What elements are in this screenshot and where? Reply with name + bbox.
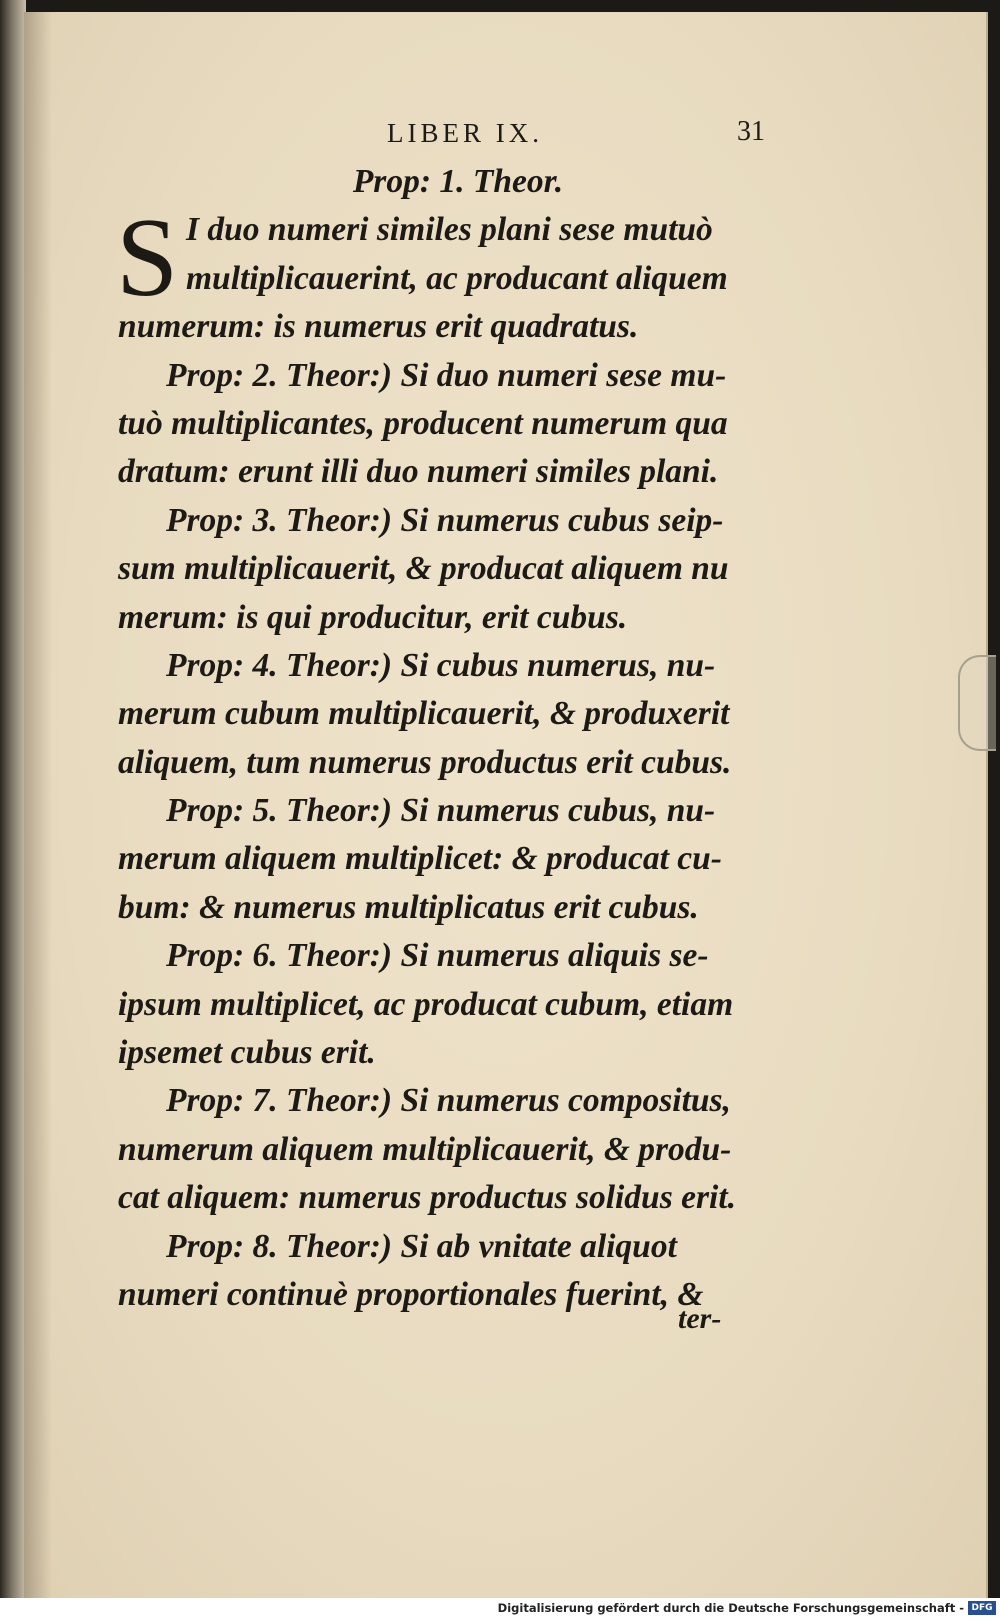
running-head — [135, 118, 795, 158]
footer-bar — [0, 1598, 1000, 1620]
text-line: aliquem, tum numerus productus erit cubus. — [118, 743, 732, 781]
text-line: bum: & numerus multiplicatus erit cubus. — [118, 888, 699, 926]
catchword: ter- — [678, 1302, 722, 1335]
text-line: merum: is qui producitur, erit cubus. — [118, 598, 628, 636]
text-line: dratum: erunt illi duo numeri similes plani. — [118, 453, 719, 491]
digitization-credit: Digitalisierung gefördert durch die Deutsche Forschungsgemeinschaft - — [497, 1601, 964, 1615]
text-line: Prop: 3. Theor:) Si numerus cubus seip- — [166, 501, 724, 539]
text-line: Prop: 7. Theor:) Si numerus compositus, — [166, 1082, 731, 1120]
text-line: Prop: 6. Theor:) Si numerus aliquis se- — [166, 937, 709, 975]
main-text — [118, 158, 798, 1319]
opening-paragraph — [116, 196, 798, 321]
text-line: tuò multiplicantes, producent numerum qua — [118, 404, 728, 442]
folio-number: 31 — [737, 116, 765, 147]
running-head-title: LIBER IX. — [387, 118, 543, 148]
text-line: ipsum multiplicet, ac producat cubum, etiam — [118, 985, 734, 1023]
text-line: I duo numeri similes plani sese mutuò — [186, 211, 713, 249]
text-line: merum cubum multiplicauerit, & produxerit — [118, 695, 730, 733]
text-line: numerum: is numerus erit quadratus. — [118, 308, 639, 346]
page-clip — [958, 655, 996, 751]
text-line: Prop: 5. Theor:) Si numerus cubus, nu- — [166, 792, 716, 830]
text-line: merum aliquem multiplicet: & producat cu- — [118, 840, 722, 878]
dfg-logo: DFG — [968, 1601, 996, 1615]
text-line: sum multiplicauerit, & producat aliquem nu — [118, 550, 729, 588]
text-line: Prop: 8. Theor:) Si ab vnitate aliquot — [166, 1227, 677, 1265]
text-line: Prop: 2. Theor:) Si duo numeri sese mu- — [166, 356, 727, 394]
book-binding-edge — [0, 0, 26, 1600]
text-line: Prop: 4. Theor:) Si cubus numerus, nu- — [166, 646, 716, 684]
text-line: cat aliquem: numerus productus solidus erit. — [118, 1179, 736, 1217]
text-line: ipsemet cubus erit. — [118, 1034, 376, 1072]
text-line: numerum aliquem multiplicauerit, & produ- — [118, 1130, 732, 1168]
text-line: numeri continuè proportionales fuerint, & — [118, 1275, 704, 1313]
prop-1-heading: Prop: 1. Theor. — [352, 163, 564, 200]
drop-cap-initial: S — [116, 196, 179, 321]
gutter-shadow — [24, 12, 52, 1598]
text-line: multiplicauerint, ac producant aliquem — [186, 259, 728, 297]
